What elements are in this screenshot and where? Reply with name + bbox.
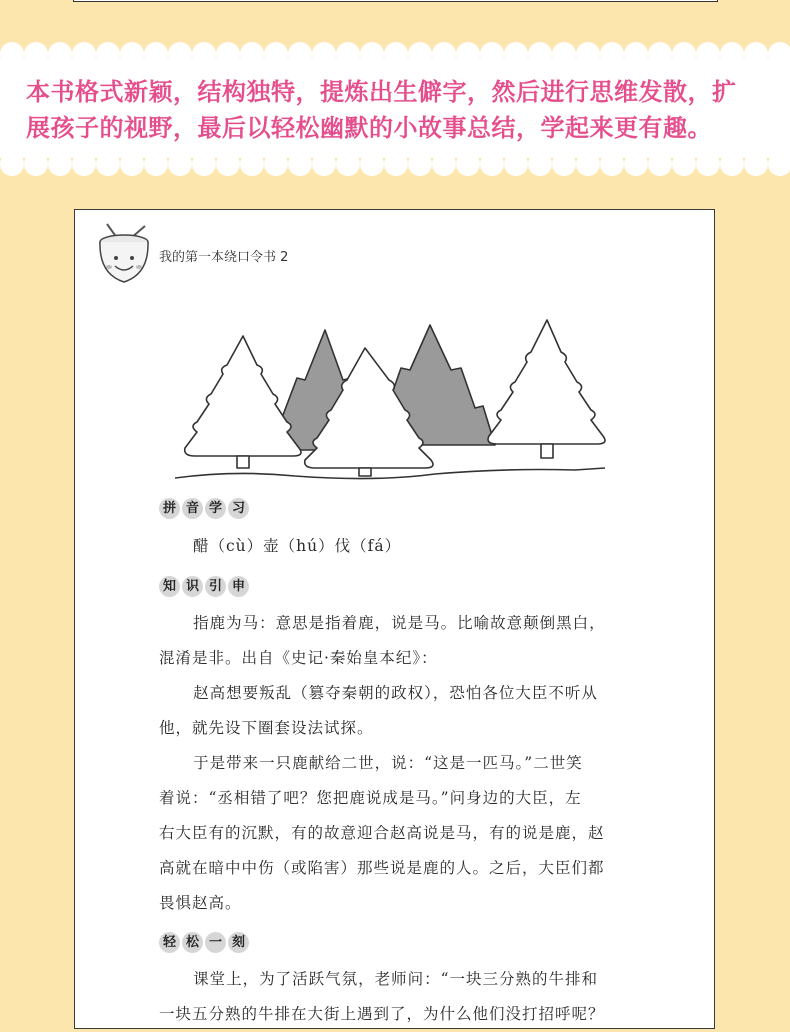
scallop — [240, 152, 264, 176]
drum-icon — [95, 222, 153, 288]
scallop — [288, 152, 312, 176]
scallop — [648, 152, 672, 176]
intro-line-2: 展孩子的视野，最后以轻松幽默的小故事总结，学起来更有趣。 — [26, 114, 712, 142]
text-line: 着说：“丞相错了吧？您把鹿说成是马。”问身边的大臣，左 — [159, 789, 582, 807]
scallop — [456, 152, 480, 176]
heading-char: 一 — [205, 932, 226, 953]
heading-char: 申 — [228, 576, 249, 597]
knowledge-extension-heading — [159, 576, 249, 597]
heading-char: 引 — [205, 576, 226, 597]
heading-char: 刻 — [228, 932, 249, 953]
scallop — [216, 152, 240, 176]
scallop — [72, 152, 96, 176]
scallop — [408, 152, 432, 176]
scallop — [696, 152, 720, 176]
scallop — [0, 152, 24, 176]
text-line: 高就在暗中中伤（或陷害）那些说是鹿的人。之后，大臣们都 — [159, 859, 605, 877]
scallop — [96, 152, 120, 176]
scallop — [336, 152, 360, 176]
book-page — [74, 209, 715, 1029]
heading-char: 松 — [182, 932, 203, 953]
scallop — [720, 152, 744, 176]
pinyin-study-heading — [159, 498, 249, 519]
previous-page-edge — [73, 0, 718, 2]
scallop — [432, 152, 456, 176]
heading-char: 轻 — [159, 932, 180, 953]
intro-line-1: 本书格式新颖，结构独特，提炼出生僻字，然后进行思维发散，扩 — [26, 78, 737, 106]
scallop — [24, 152, 48, 176]
text-line: 课堂上，为了活跃气氛，老师问：“一块三分熟的牛排和 — [193, 970, 599, 988]
heading-char: 习 — [228, 498, 249, 519]
intro-banner-text — [26, 74, 771, 146]
pinyin-line: 醋（cù）壶（hú）伐（fá） — [193, 537, 402, 555]
text-line: 右大臣有的沉默，有的故意迎合赵高说是马，有的说是鹿，赵 — [159, 824, 605, 842]
scallop — [744, 152, 768, 176]
scallop — [192, 152, 216, 176]
scallop — [480, 152, 504, 176]
heading-char: 识 — [182, 576, 203, 597]
scallop — [168, 152, 192, 176]
scallop — [312, 152, 336, 176]
scallop — [552, 152, 576, 176]
text-line: 于是带来一只鹿献给二世，说：“这是一匹马。”二世笑 — [193, 754, 583, 772]
heading-char: 拼 — [159, 498, 180, 519]
scallop — [264, 152, 288, 176]
scallop — [528, 152, 552, 176]
scallop — [360, 152, 384, 176]
relax-moment-heading — [159, 932, 249, 953]
text-line: 畏惧赵高。 — [159, 894, 242, 912]
knowledge-body — [159, 606, 629, 921]
scallop — [48, 152, 72, 176]
banner-scallop-bottom — [0, 152, 790, 176]
text-line: 一块五分熟的牛排在大街上遇到了，为什么他们没打招呼呢？ — [159, 1005, 605, 1023]
text-line: 指鹿为马：意思是指着鹿，说是马。比喻故意颠倒黑白， — [193, 614, 606, 632]
heading-char: 知 — [159, 576, 180, 597]
heading-char: 学 — [205, 498, 226, 519]
scallop — [600, 152, 624, 176]
text-line: 赵高想要叛乱（篡夺秦朝的政权），恐怕各位大臣不听从 — [193, 684, 598, 702]
scallop — [768, 152, 790, 176]
pine-trees-illustration — [175, 310, 615, 480]
scallop — [120, 152, 144, 176]
scallop — [144, 152, 168, 176]
scallop — [576, 152, 600, 176]
scallop — [384, 152, 408, 176]
text-line: 他，就先设下圈套设法试探。 — [159, 719, 374, 737]
scallop — [504, 152, 528, 176]
text-line: 混淆是非。出自《史记·秦始皇本纪》： — [159, 649, 438, 667]
running-head: 我的第一本绕口令书 2 — [159, 250, 289, 265]
heading-char: 音 — [182, 498, 203, 519]
scallop — [624, 152, 648, 176]
relax-body — [159, 962, 629, 1032]
scallop — [672, 152, 696, 176]
